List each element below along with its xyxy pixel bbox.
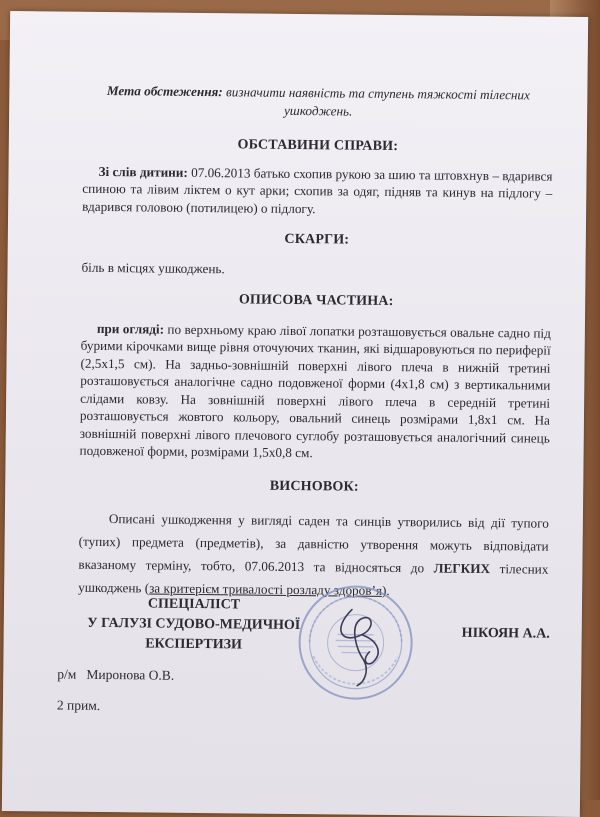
descriptive-paragraph	[80, 319, 551, 464]
circumstances-heading: ОБСТАВИНИ СПРАВИ:	[83, 135, 553, 157]
complaints-text: біль в місцях ушкоджень.	[81, 258, 551, 280]
prepared-by-label: р/м	[57, 667, 76, 682]
conclusion-heading: ВИСНОВОК:	[79, 475, 549, 497]
descriptive-heading: ОПИСОВА ЧАСТИНА:	[81, 290, 551, 312]
prepared-by-name: Миронова О.В.	[86, 667, 174, 683]
exam-purpose-label: Мета обстеження:	[107, 83, 223, 99]
prepared-by	[57, 667, 174, 684]
exam-purpose	[83, 82, 553, 122]
conclusion-criterion: за критерієм тривалості розладу здоров’я	[149, 580, 382, 597]
document-body	[78, 82, 553, 604]
conclusion-text-2: тілесних ушкоджень (	[78, 561, 548, 595]
signer-name: НІКОЯН А.А.	[462, 626, 550, 643]
specialist-line-1: СПЕЦІАЛІСТ	[54, 593, 334, 616]
specialist-line-3: ЕКСПЕРТИЗИ	[53, 633, 333, 656]
descriptive-text: по верхньому краю лівої лопатки розташовується овальне садно під бурими кірочками вище рівня оточуючих тканин, які відшаровуються по периферії (2,5х1,5 см). На задньо-зовнішній поверхні лівого плеча в нижній третині розташовується аналогічне садно подовженої форми (4х1,8 см) з вертикальними слідами ковзу. На зовнішній поверхні лівого плеча в середній третині розташовується жовтого кольору, овальний синець розмірами 1,8х1 см. На зовнішній поверхні лівого плечового суглобу розташовується аналогічний синець подовженої форми, розмірами 1,5х0,8 см.	[80, 321, 551, 460]
specialist-title	[53, 593, 334, 656]
conclusion-severity: ЛЕГКИХ	[434, 560, 491, 576]
specialist-line-2: У ГАЛУЗІ СУДОВО-МЕДИЧНОЇ	[54, 613, 334, 636]
circumstances-lead: Зі слів дитини:	[98, 163, 187, 179]
conclusion-text-3: ).	[382, 583, 390, 598]
complaints-heading: СКАРГИ:	[82, 229, 552, 251]
copies-count: 2 прим.	[57, 698, 100, 714]
conclusion-text-1: Описані ушкодження у вигляді саден та синців утворились від дії тупого (тупих) предмета (предметів), за давністю утворення можуть відповідати вказаному терміну, тобто, 07.06.2013 та відносяться до	[78, 511, 549, 575]
exam-purpose-text: визначити наявність та ступень тяжкості тілесних ушкоджень.	[223, 84, 530, 118]
document-sheet	[2, 11, 588, 817]
descriptive-lead: при огляді:	[97, 320, 164, 336]
handwritten-signature-icon	[321, 599, 402, 690]
circumstances-text: 07.06.2013 батько схопив рукою за шию та штовхнув – вдарився спиною та лівим ліктем о кут арки; схопив за одяг, підняв та кинув на підлогу – вдарився головою (потилицею) о підлогу.	[82, 164, 552, 215]
circumstances-paragraph	[82, 162, 553, 219]
